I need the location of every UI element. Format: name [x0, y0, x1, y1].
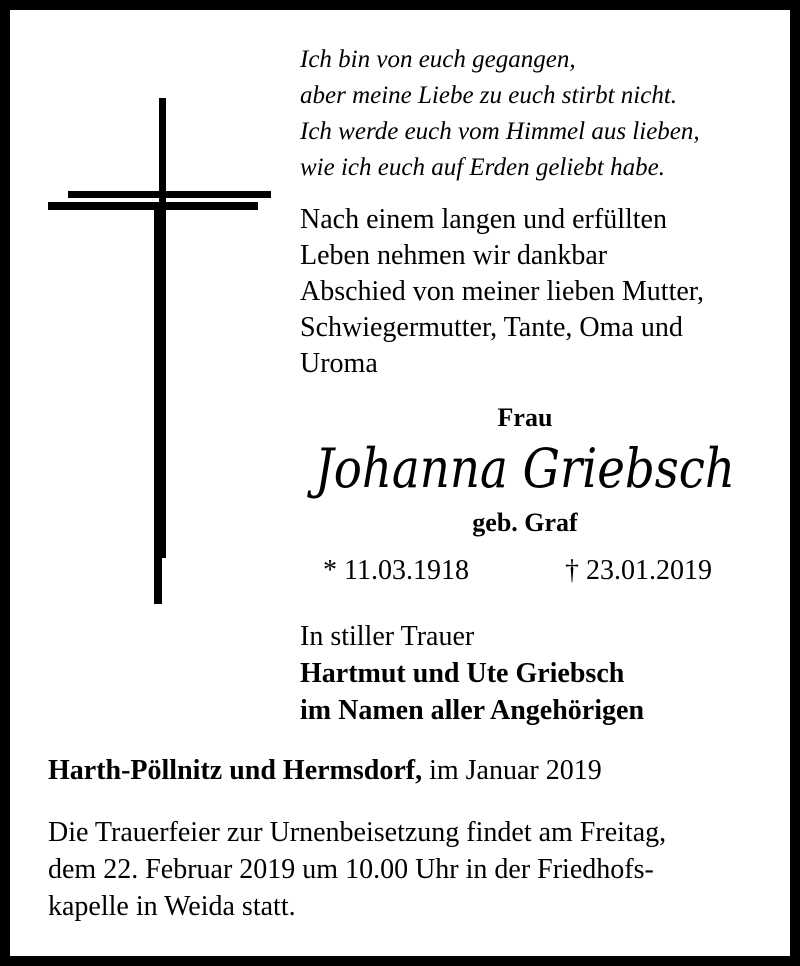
location-date: im Januar 2019	[422, 755, 602, 786]
intro-line: Abschied von meiner lieben Mutter,	[300, 276, 704, 307]
service-line: kapelle in Weida statt.	[48, 891, 296, 922]
intro-line: Uroma	[300, 348, 378, 379]
cross-icon	[48, 98, 273, 606]
mourner-names: Hartmut und Ute Griebsch	[300, 658, 625, 689]
poem-line: aber meine Liebe zu euch stirbt nicht.	[300, 82, 678, 109]
mourning-intro: In stiller Trauer	[300, 621, 475, 652]
mourner-relatives: im Namen aller Angehörigen	[300, 695, 645, 726]
birth-date: * 11.03.1918	[323, 555, 469, 586]
location-places: Harth-Pöllnitz und Hermsdorf,	[48, 755, 423, 786]
poem	[300, 42, 780, 186]
intro-text	[300, 202, 770, 382]
poem-line: wie ich euch auf Erden geliebt habe.	[300, 154, 665, 181]
intro-line: Nach einem langen und erfüllten	[300, 204, 667, 235]
service-line: dem 22. Februar 2019 um 10.00 Uhr in der Friedhofs-	[48, 854, 654, 885]
service-notice	[48, 814, 778, 925]
deceased-name-text: Johanna Griebsch	[306, 437, 735, 500]
deceased-name	[280, 435, 770, 515]
location-line	[48, 755, 602, 787]
death-date: † 23.01.2019	[565, 555, 712, 586]
mourning-block	[300, 618, 780, 729]
intro-line: Leben nehmen wir dankbar	[300, 240, 608, 271]
poem-line: Ich werde euch vom Himmel aus lieben,	[300, 118, 700, 145]
intro-line: Schwiegermutter, Tante, Oma und	[300, 312, 683, 343]
maiden-name: geb. Graf	[472, 508, 578, 537]
poem-line: Ich bin von euch gegangen,	[300, 46, 576, 73]
deceased-title: Frau	[497, 403, 553, 432]
service-line: Die Trauerfeier zur Urnenbeisetzung findet am Freitag,	[48, 817, 667, 848]
